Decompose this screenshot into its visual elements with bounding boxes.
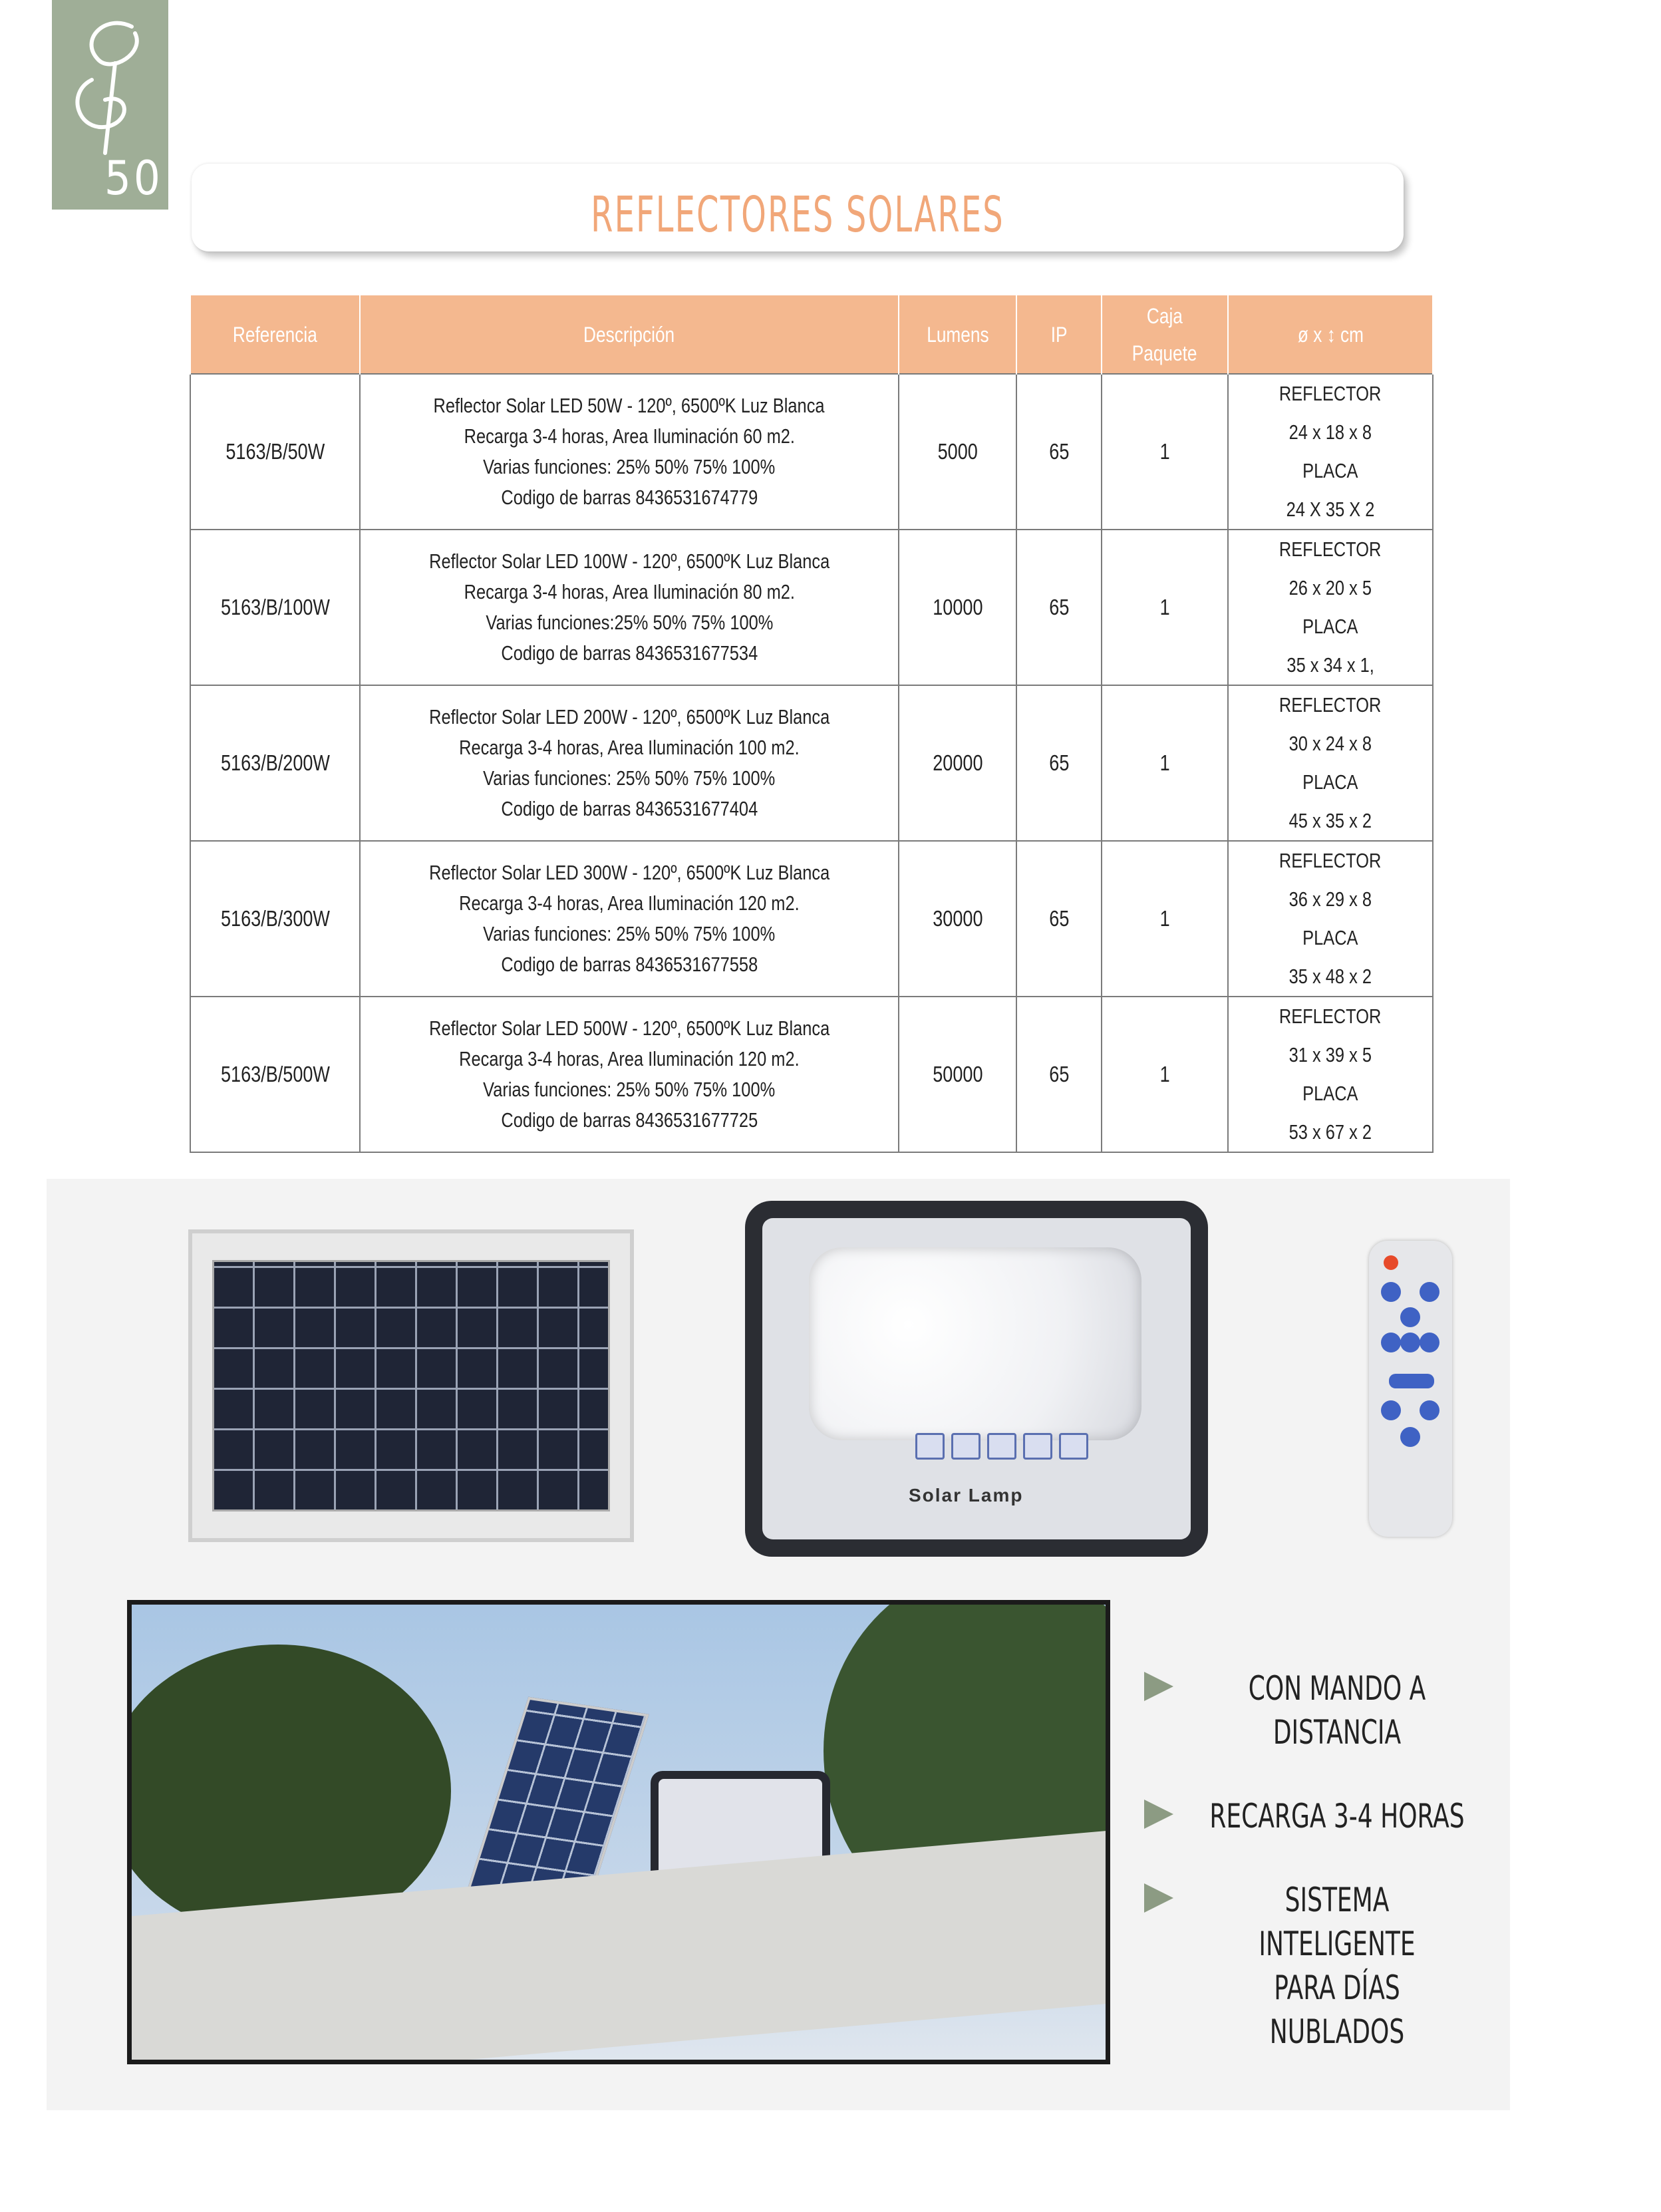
remote-timer-3h-button	[1381, 1400, 1401, 1420]
lamp-lens	[809, 1247, 1141, 1440]
cell-box: 1	[1102, 685, 1228, 841]
lamp-level-indicators	[915, 1433, 1088, 1460]
triangle-bullet-icon	[1144, 1672, 1173, 1701]
header-lumens: Lumens	[899, 295, 1016, 374]
header-dimensions: ø x ↕ cm	[1228, 295, 1433, 374]
remote-right-button	[1420, 1333, 1439, 1352]
solar-panel-image	[188, 1229, 634, 1542]
solar-lamp-image	[745, 1201, 1208, 1557]
feature-item	[1144, 1666, 1503, 1754]
cell-description: Reflector Solar LED 300W - 120º, 6500ºK Luz Blanca Recarga 3-4 horas, Area Iluminación 120 m2. Varias funciones: 25% 50% 75% 100% Codigo de barras 8436531677558	[360, 841, 899, 997]
remote-control-image	[1369, 1241, 1452, 1537]
header-descripcion: Descripción	[360, 295, 899, 374]
cell-ref: 5163/B/500W	[190, 997, 360, 1152]
cell-ref: 5163/B/300W	[190, 841, 360, 997]
brand-logo-icon	[52, 0, 168, 173]
installation-photo	[127, 1600, 1110, 2064]
cell-ref: 5163/B/100W	[190, 530, 360, 685]
feature-list	[1144, 1666, 1503, 2094]
cell-box: 1	[1102, 841, 1228, 997]
cell-description: Reflector Solar LED 500W - 120º, 6500ºK Luz Blanca Recarga 3-4 horas, Area Iluminación 120 m2. Varias funciones: 25% 50% 75% 100% Codigo de barras 8436531677725	[360, 997, 899, 1152]
cell-ip: 65	[1016, 374, 1102, 530]
triangle-bullet-icon	[1144, 1800, 1173, 1829]
feature-text: RECARGA 3-4 HORAS	[1209, 1797, 1465, 1835]
table-row	[190, 841, 1433, 997]
table-row	[190, 685, 1433, 841]
cell-description: Reflector Solar LED 50W - 120º, 6500ºK Luz Blanca Recarga 3-4 horas, Area Iluminación 60 m2. Varias funciones: 25% 50% 75% 100% Codigo de barras 8436531674779	[360, 374, 899, 530]
title-banner	[192, 164, 1404, 251]
remote-timer-8h-button	[1400, 1427, 1420, 1447]
header-referencia: Referencia	[190, 295, 360, 374]
lamp-label: Solar Lamp	[909, 1485, 1024, 1505]
feature-item	[1144, 1794, 1503, 1838]
cell-ip: 65	[1016, 530, 1102, 685]
cell-description: Reflector Solar LED 100W - 120º, 6500ºK Luz Blanca Recarga 3-4 horas, Area Iluminación 80 m2. Varias funciones:25% 50% 75% 100% Codigo de barras 8436531677534	[360, 530, 899, 685]
cell-lumens: 50000	[899, 997, 1016, 1152]
cell-box: 1	[1102, 374, 1228, 530]
cell-ref: 5163/B/50W	[190, 374, 360, 530]
cell-description: Reflector Solar LED 200W - 120º, 6500ºK Luz Blanca Recarga 3-4 horas, Area Iluminación 100 m2. Varias funciones: 25% 50% 75% 100% Codigo de barras 8436531677404	[360, 685, 899, 841]
page-number: 50	[104, 151, 163, 206]
cell-ip: 65	[1016, 997, 1102, 1152]
cell-dimensions: REFLECTOR 24 x 18 x 8 PLACA 24 X 35 X 2	[1228, 374, 1433, 530]
cell-box: 1	[1102, 997, 1228, 1152]
remote-left-button	[1381, 1333, 1401, 1352]
remote-mode-button	[1400, 1333, 1420, 1352]
cell-lumens: 20000	[899, 685, 1016, 841]
cell-dimensions: REFLECTOR 30 x 24 x 8 PLACA 45 x 35 x 2	[1228, 685, 1433, 841]
feature-text: SISTEMA INTELIGENTE PARA DÍAS NUBLADOS	[1259, 1881, 1416, 2051]
cell-ip: 65	[1016, 841, 1102, 997]
header-caja-paquete: Caja Paquete	[1102, 295, 1228, 374]
cell-lumens: 5000	[899, 374, 1016, 530]
table-header-row	[190, 295, 1433, 374]
solar-cells	[212, 1260, 610, 1511]
triangle-bullet-icon	[1144, 1883, 1173, 1913]
remote-off-button	[1420, 1282, 1439, 1302]
lamp-face	[762, 1218, 1191, 1539]
remote-timer-5h-button	[1420, 1400, 1439, 1420]
cell-ref: 5163/B/200W	[190, 685, 360, 841]
feature-item	[1144, 1878, 1503, 2054]
table-row	[190, 997, 1433, 1152]
table-row	[190, 374, 1433, 530]
header-ip: IP	[1016, 295, 1102, 374]
remote-on-button	[1381, 1282, 1401, 1302]
cell-lumens: 30000	[899, 841, 1016, 997]
cell-lumens: 10000	[899, 530, 1016, 685]
remote-up-button	[1400, 1307, 1420, 1327]
cell-dimensions: REFLECTOR 36 x 29 x 8 PLACA 35 x 48 x 2	[1228, 841, 1433, 997]
product-table	[190, 295, 1434, 1153]
cell-box: 1	[1102, 530, 1228, 685]
table-row	[190, 530, 1433, 685]
remote-led	[1384, 1255, 1398, 1270]
feature-text: CON MANDO A DISTANCIA	[1248, 1669, 1426, 1752]
page-corner-tab	[52, 0, 168, 210]
remote-auto-button	[1389, 1374, 1434, 1388]
cell-dimensions: REFLECTOR 31 x 39 x 5 PLACA 53 x 67 x 2	[1228, 997, 1433, 1152]
cell-ip: 65	[1016, 685, 1102, 841]
cell-dimensions: REFLECTOR 26 x 20 x 5 PLACA 35 x 34 x 1,	[1228, 530, 1433, 685]
page-title: REFLECTORES SOLARES	[591, 186, 1004, 243]
